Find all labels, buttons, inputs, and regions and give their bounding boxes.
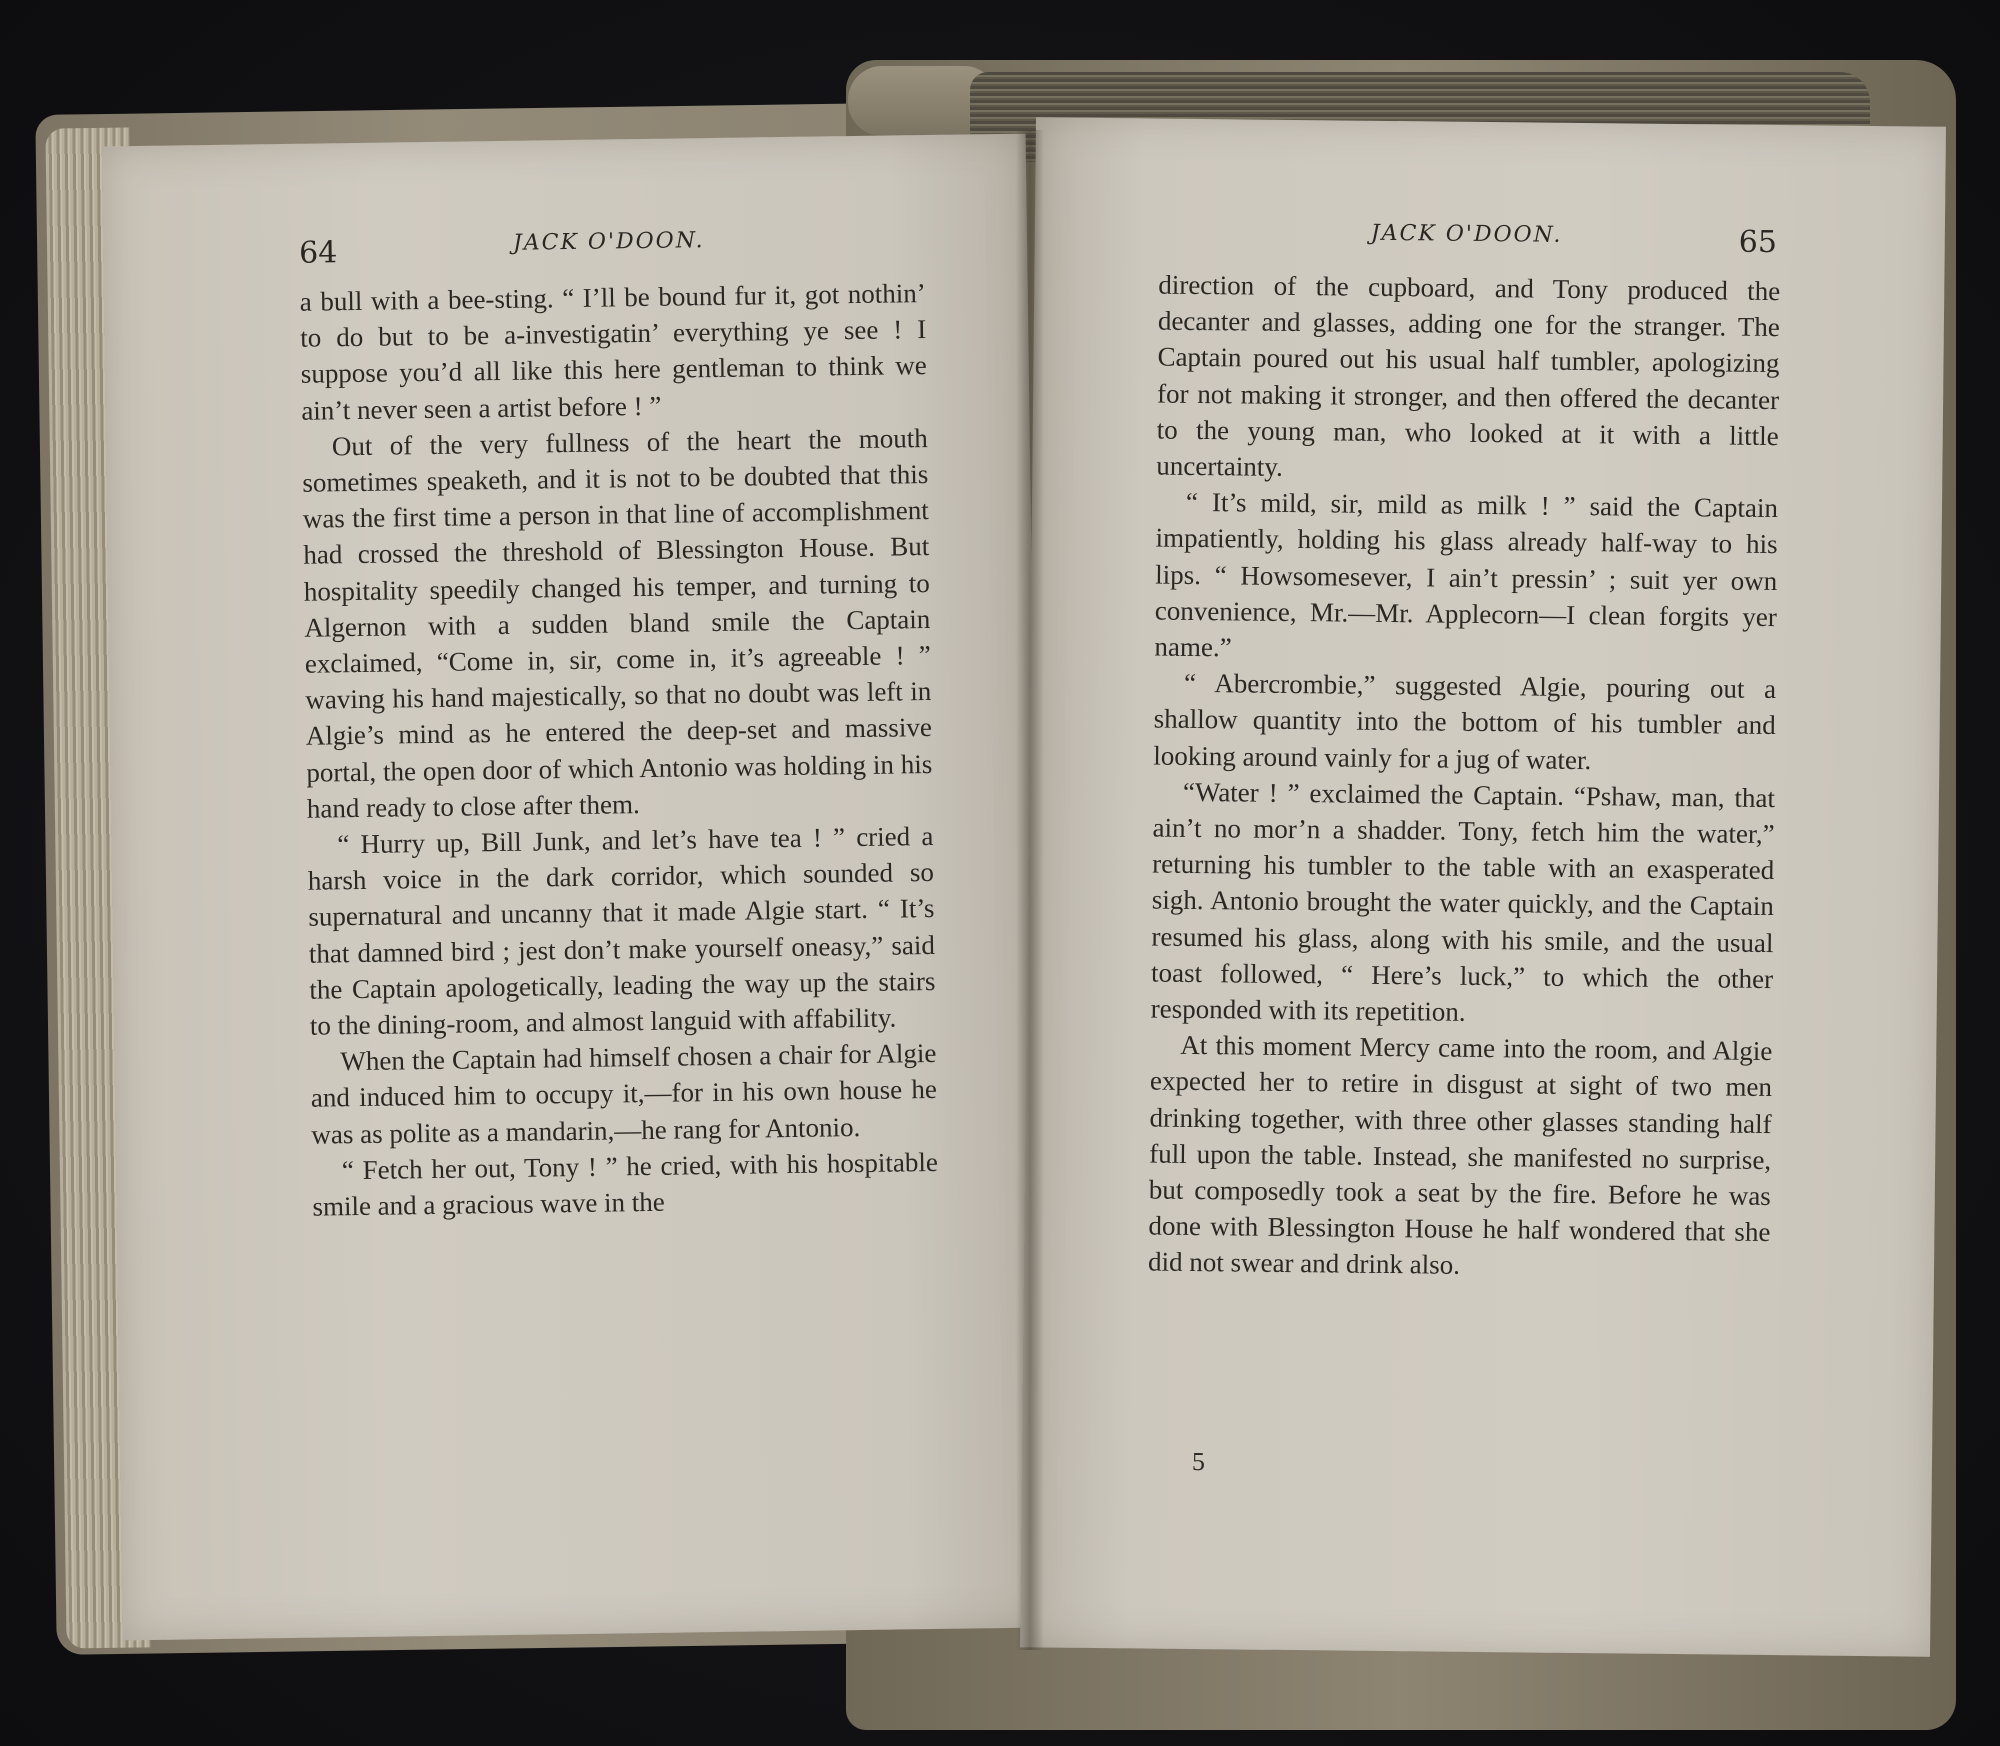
paragraph: a bull with a bee-sting. “ I’ll be bound fur it, got nothin’ to do but to be a-investigatin’ everything ye see ! I suppose you’d all like this here gentleman to think we ain’t never seen a artist before ! ” [299,278,927,426]
running-head-left: JACK O'DOON. [512,228,705,256]
paragraph: When the Captain had himself chosen a chair for Algie and induced him to occupy it,—for in his own house he was as polite as a mandarin,—he rang for Antonio. [310,1038,938,1150]
right-page [1020,117,1946,1656]
signature-mark: 5 [1191,1446,1206,1477]
paragraph: direction of the cupboard, and Tony produced the decanter and glasses, adding one for the stranger. The Captain poured out his usual half tumbler, apologizing for not making it stronger, and then offered the decanter to the young man, who looked at it with a little uncertainty. [1156,269,1781,482]
paragraph: At this moment Mercy came into the room, and Algie expected her to retire in disgust at sight of two men drinking together, with three other glasses standing half full upon the table. Instead, she manifested no surprise, but composedly took a seat by the fire. Before he was done with Blessington House he half wondered that she did not swear and drink also. [1147,1030,1773,1281]
left-page-text [300,275,939,1225]
page-number-right: 65 [1738,224,1778,261]
paragraph: Out of the very fullness of the heart the mouth sometimes speaketh, and it is not to be doubted that this was the first time a person in that line of accomplishment had crossed the threshold of Blessington House. But hospitality speedily changed his temper, and turning to Algernon with a sudden bland smile the Captain exclaimed, “Come in, sir, come in, it’s agreeable ! ” waving his hand majestically, so that no doubt was left in Algie’s mind as he entered the deep-set and massive portal, the open door of which Antonio was holding in his hand ready to close after them. [302,422,933,824]
page-number-left: 64 [298,235,338,271]
paragraph: “ Hurry up, Bill Junk, and let’s have tea ! ” cried a harsh voice in the dark corridor, which sounded so supernatural and uncanny that it made Algie start. “ It’s that damned bird ; jest don’t make yourself oneasy,” said the Captain apologetically, leading the way up the stairs to the dining-room, and almost languid with affability. [307,821,936,1041]
left-page [102,134,1047,1641]
book-gutter [1016,130,1044,1650]
paragraph: “ Abercrombie,” suggested Algie, pouring out a shallow quantity into the bottom of his tumbler and looking around vainly for a jug of water. [1153,668,1777,775]
paragraph: “Water ! ” exclaimed the Captain. “Pshaw, man, that ain’t no mor’n a shadder. Tony, fetch him the water,” returning his tumbler to the table with an exasperated sigh. Antonio brought the water quickly, and the Captain resumed his glass, along with his smile, and the usual toast followed, “ Here’s luck,” to which the other responded with its repetition. [1150,776,1776,1027]
paragraph: “ It’s mild, sir, mild as milk ! ” said the Captain impatiently, holding his glass already half-way to his lips. “ Howsomesever, I ain’t pressin’ ; suit yer own convenience, Mr.—Mr. Applecorn—I clean forgits yer name.” [1154,487,1779,663]
right-page-text [1148,267,1781,1287]
paragraph: “ Fetch her out, Tony ! ” he cried, with his hospitable smile and a gracious wave in the [312,1146,939,1222]
running-head-right: JACK O'DOON. [1370,220,1563,248]
